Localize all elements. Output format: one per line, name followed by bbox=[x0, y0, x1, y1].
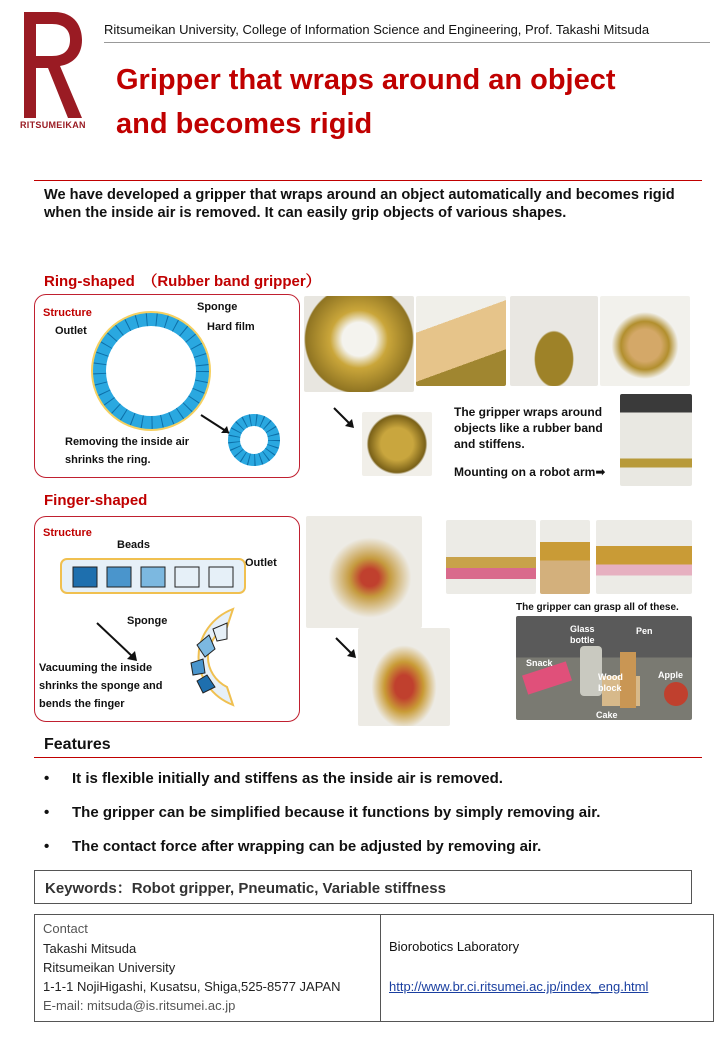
finger-caption: Vacuuming the inside shrinks the sponge and bends the finger bbox=[39, 662, 163, 710]
ring-structure-label: Structure bbox=[43, 307, 92, 319]
ring-mount-text: Mounting on a robot arm➡ bbox=[454, 465, 606, 479]
lab-url-link[interactable]: http://www.br.ci.ritsumei.ac.jp/index_eng.html bbox=[389, 979, 649, 994]
finger-photo-wood bbox=[540, 520, 590, 594]
finger-structure-label: Structure bbox=[43, 527, 92, 539]
contact-name: Takashi Mitsuda bbox=[43, 941, 137, 956]
contact-box bbox=[34, 914, 714, 1022]
ring-photo-robot-arm bbox=[620, 394, 692, 486]
keywords-box bbox=[34, 870, 692, 904]
feature-item: • The gripper can be simplified because it functions by simply removing air. bbox=[44, 804, 601, 821]
ring-photo-open bbox=[304, 296, 414, 392]
finger-photo-open bbox=[306, 516, 422, 628]
contact-org: Ritsumeikan University bbox=[43, 960, 176, 975]
ring-heading: Ring-shaped （Rubber band gripper） bbox=[44, 273, 321, 290]
features-heading: Features bbox=[44, 736, 111, 753]
finger-photo-cake bbox=[596, 520, 692, 594]
ring-photo-grip bbox=[510, 296, 598, 386]
glass-bottle-label: Glass bottle bbox=[570, 624, 595, 645]
finger-beads-label: Beads bbox=[117, 539, 151, 551]
ring-photo-triangle bbox=[600, 296, 690, 386]
feature-text: It is flexible initially and stiffens as the inside air is removed. bbox=[72, 770, 503, 787]
grasp-caption: The gripper can grasp all of these. bbox=[516, 602, 679, 613]
feature-item: • The contact force after wrapping can be adjusted by removing air. bbox=[44, 838, 542, 855]
snack-label: Snack bbox=[526, 658, 553, 668]
page-title bbox=[116, 58, 716, 146]
finger-outlet-label: Outlet bbox=[245, 557, 277, 569]
apple-label: Apple bbox=[658, 670, 684, 680]
contact-email: E-mail: mitsuda@is.ritsumei.ac.jp bbox=[43, 998, 236, 1013]
finger-photo-arrow-icon bbox=[334, 636, 360, 662]
wood-block-label: Wood block bbox=[598, 672, 623, 693]
lab-name: Biorobotics Laboratory bbox=[389, 939, 520, 954]
intro-divider bbox=[34, 180, 702, 181]
finger-structure-panel bbox=[34, 516, 300, 722]
feature-text: The gripper can be simplified because it functions by simply removing air. bbox=[72, 804, 601, 821]
contact-label: Contact bbox=[43, 921, 88, 936]
features-divider bbox=[34, 757, 702, 758]
logo-wordmark: RITSUMEIKAN bbox=[20, 120, 86, 130]
keywords-text: Keywords：Robot gripper, Pneumatic, Variable stiffness bbox=[45, 880, 446, 897]
finger-photo-snack bbox=[446, 520, 536, 594]
contact-address: 1-1-1 NojiHigashi, Kusatsu, Shiga,525-8577 JAPAN bbox=[43, 979, 341, 994]
finger-heading: Finger-shaped bbox=[44, 492, 148, 509]
feature-text: The contact force after wrapping can be adjusted by removing air. bbox=[72, 838, 542, 855]
ring-structure-panel bbox=[34, 294, 300, 478]
title-line-1: Gripper that wraps around an object bbox=[116, 64, 616, 96]
title-line-2: and becomes rigid bbox=[116, 108, 373, 140]
cake-label: Cake bbox=[596, 710, 618, 720]
objects-photo bbox=[516, 616, 692, 720]
affiliation: Ritsumeikan University, College of Information Science and Engineering, Prof. Takashi Mitsuda bbox=[104, 22, 710, 43]
finger-sponge-label: Sponge bbox=[127, 615, 168, 627]
feature-item: • It is flexible initially and stiffens as the inside air is removed. bbox=[44, 770, 503, 787]
ritsumeikan-logo bbox=[18, 6, 88, 126]
ring-caption: Removing the inside air shrinks the ring. bbox=[65, 436, 190, 466]
intro-text: We have developed a gripper that wraps around an object automatically and becomes rigid when the inside air is removed. It can easily grip objects of various shapes. bbox=[44, 187, 675, 221]
ring-hardfilm-label: Hard film bbox=[207, 321, 255, 333]
ring-photo-arrow-icon bbox=[332, 406, 358, 432]
finger-photo-grip bbox=[358, 628, 450, 726]
ring-description: The gripper wraps around objects like a rubber band and stiffens. bbox=[454, 405, 603, 451]
finger-straight-diagram bbox=[59, 555, 249, 599]
ring-sponge-label: Sponge bbox=[197, 301, 238, 313]
apple-shape bbox=[664, 682, 688, 706]
pen-label: Pen bbox=[636, 626, 653, 636]
ring-diagram bbox=[91, 309, 211, 433]
ring-outlet-label: Outlet bbox=[55, 325, 87, 337]
ring-photo-wood bbox=[416, 296, 506, 386]
ring-photo-shrunk bbox=[362, 412, 432, 476]
ring-arrow-icon bbox=[199, 413, 235, 437]
contact-details bbox=[35, 915, 381, 1021]
finger-bent-diagram bbox=[173, 605, 243, 709]
